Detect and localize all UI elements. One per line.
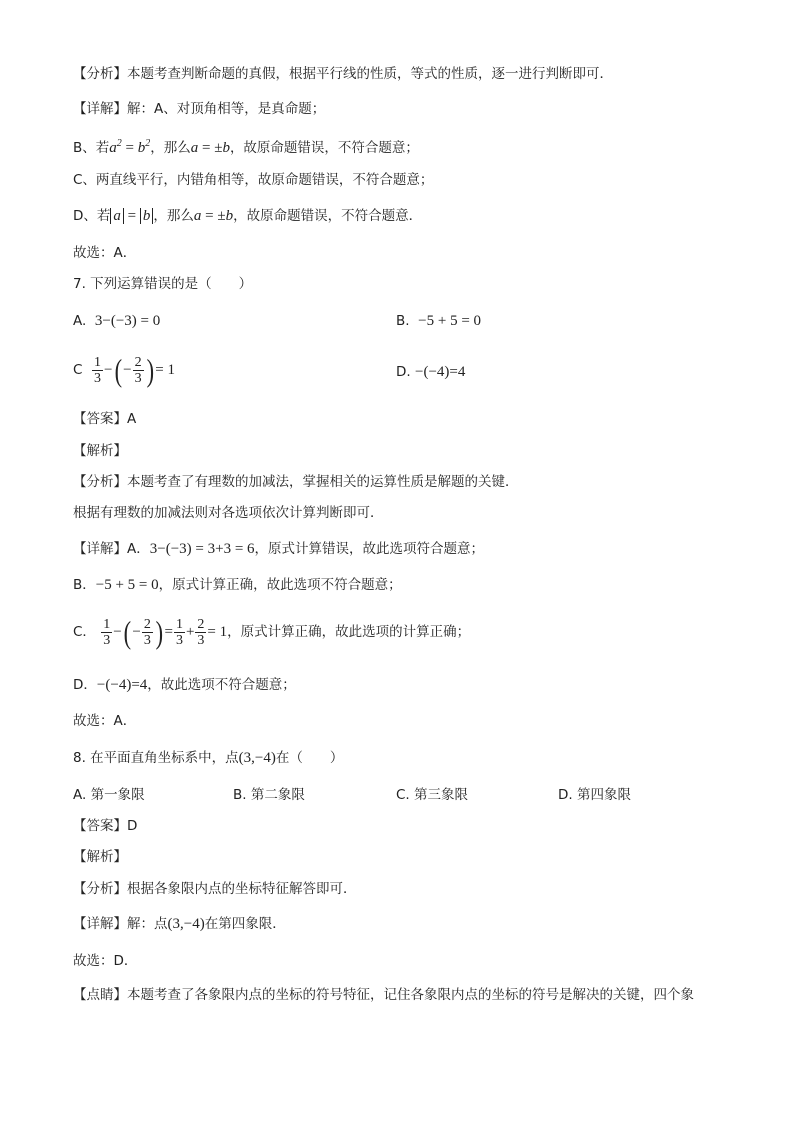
answer-tag: 【答案】	[73, 818, 127, 834]
analysis-line	[73, 64, 613, 84]
detail-option-b: B、若$a^2 = b^2$，那么a = ±b，故原命题错误，不符合题意；	[73, 138, 419, 156]
detail-option-d: D、若 a = b ，那么a = ±b，故原命题错误，不符合题意．	[73, 208, 423, 224]
option-b-prefix: B、若	[73, 140, 110, 156]
detail-c-prefix: C．	[73, 624, 96, 640]
q7-option-a-math: 3−(−3) = 0	[94, 313, 161, 329]
q8-parse-tag: 【解析】	[73, 849, 127, 865]
detail-d-prefix: D．	[73, 677, 97, 693]
q7-detail-c: C． $\frac{1}{3}$ −( − $\frac{2}{3}$ ) = $\frac{1}{3}$ + $\frac{2}{3}$ = 1，原式计算正确，故此选项的计算正确；	[73, 614, 471, 650]
math-a-eq-pm-b: a	[190, 140, 199, 156]
fraction-1-3: $\frac{1}{3}$	[94, 354, 102, 386]
option-d-prefix: D、若	[73, 208, 111, 224]
answer-value: A	[127, 411, 137, 427]
fraction-2-3: $\frac{2}{3}$	[134, 354, 142, 386]
option-b-middle: ，那么	[150, 140, 191, 156]
q8-stem-math: (3,−4)	[238, 750, 276, 766]
q7-option-c-label: C	[73, 362, 83, 378]
q8-option-a: A. 第一象限	[73, 787, 145, 803]
q7-option-b-math: −5 + 5 = 0	[418, 313, 482, 329]
q7-option-d-label: D.	[396, 364, 411, 380]
fraction-1-3: $\frac{1}{3}$	[103, 616, 111, 648]
q7-choose: 故选：A．	[73, 713, 137, 729]
q7-detail-d	[73, 675, 296, 695]
analysis-tag: 【分析】	[73, 474, 127, 490]
detail-c-suffix: ，原式计算正确，故此选项的计算正确；	[227, 624, 471, 640]
q7-option-d	[396, 362, 465, 382]
detail-math: (3,−4)	[167, 916, 205, 932]
option-d-suffix: ，故原命题错误，不符合题意．	[233, 208, 423, 224]
q7-parse-tag: 【解析】	[73, 443, 127, 459]
comment-tag: 【点睛】	[73, 987, 127, 1003]
q7-detail-a	[73, 539, 484, 559]
option-d-middle: ，那么	[153, 208, 194, 224]
analysis-text: 本题考查了有理数的加减法，掌握相关的运算性质是解题的关键．	[127, 474, 519, 490]
detail-tag: 【详解】	[73, 101, 127, 117]
q7-detail-b	[73, 575, 402, 595]
detail-b-suffix: ，原式计算正确，故此选项不符合题意；	[158, 577, 402, 593]
q7-analysis	[73, 472, 519, 492]
detail-a-math: 3−(−3) = 3+3 = 6	[149, 541, 255, 557]
q8-stem-suffix: 在（ ）	[275, 750, 344, 766]
question-7-stem: 7. 下列运算错误的是（ ）	[73, 276, 253, 292]
fraction-2-3: $\frac{2}{3}$	[143, 616, 151, 648]
q8-analysis	[73, 879, 357, 899]
q8-option-c: C. 第三象限	[396, 787, 469, 803]
detail-tag: 【详解】	[73, 916, 127, 932]
fraction-2-3: $\frac{2}{3}$	[197, 616, 205, 648]
q8-detail	[73, 914, 286, 934]
q7-option-a	[73, 311, 160, 331]
q8-option-d: D. 第四象限	[558, 787, 631, 803]
q8-option-b: B. 第二象限	[233, 787, 305, 803]
choose-line: 故选：A．	[73, 245, 137, 261]
detail-suffix: 在第四象限．	[204, 916, 286, 932]
question-8-stem	[73, 748, 343, 768]
detail-prefix: 解：点	[127, 916, 168, 932]
q8-stem-prefix: 8. 在平面直角坐标系中，点	[73, 750, 239, 766]
q8-answer	[73, 816, 137, 836]
math-abs-a: a	[110, 208, 124, 224]
fraction-1-3: $\frac{1}{3}$	[175, 616, 183, 648]
detail-line	[73, 99, 325, 119]
detail-option-c: C、两直线平行，内错角相等，故原命题错误，不符合题意；	[73, 172, 434, 188]
option-b-suffix: ，故原命题错误，不符合题意；	[229, 140, 419, 156]
q8-choose: 故选：D．	[73, 953, 138, 969]
q7-option-b-label: B.	[396, 313, 410, 329]
q7-analysis-2: 根据有理数的加减法则对各选项依次计算判断即可．	[73, 505, 384, 521]
detail-a-prefix: A．	[127, 541, 150, 557]
detail-b-math: −5 + 5 = 0	[95, 577, 159, 593]
q7-option-a-label: A.	[73, 313, 87, 329]
q7-option-c: C $\frac{1}{3}$ −( − $\frac{2}{3}$ ) = 1	[73, 352, 175, 388]
detail-d-math: −(−4)=4	[96, 677, 148, 693]
analysis-tag: 【分析】	[73, 881, 127, 897]
analysis-tag: 【分析】	[73, 66, 127, 82]
answer-tag: 【答案】	[73, 411, 127, 427]
q7-option-c-result: = 1	[155, 362, 175, 378]
detail-tag: 【详解】	[73, 541, 127, 557]
math-a-squared: $a^2$	[109, 138, 122, 156]
detail-b-prefix: B．	[73, 577, 96, 593]
detail-d-suffix: ，故此选项不符合题意；	[147, 677, 296, 693]
q7-option-d-math: −(−4)=4	[414, 364, 466, 380]
detail-a-suffix: ，原式计算错误，故此选项符合题意；	[254, 541, 485, 557]
math-abs-b: b	[140, 208, 154, 224]
comment-text: 本题考查了各象限内点的坐标的符号特征，记住各象限内点的坐标的符号是解决的关键，四个象	[127, 987, 694, 1003]
analysis-text: 根据各象限内点的坐标特征解答即可．	[127, 881, 357, 897]
math-b-squared: $b^2$	[137, 138, 151, 156]
analysis-text: 本题考查判断命题的真假，根据平行线的性质，等式的性质，逐一进行判断即可．	[127, 66, 613, 82]
q7-option-b	[396, 311, 481, 331]
q7-answer	[73, 409, 136, 429]
q8-comment	[73, 985, 694, 1005]
detail-text: 解：A、对顶角相等，是真命题；	[127, 101, 326, 117]
answer-value: D	[127, 818, 138, 834]
